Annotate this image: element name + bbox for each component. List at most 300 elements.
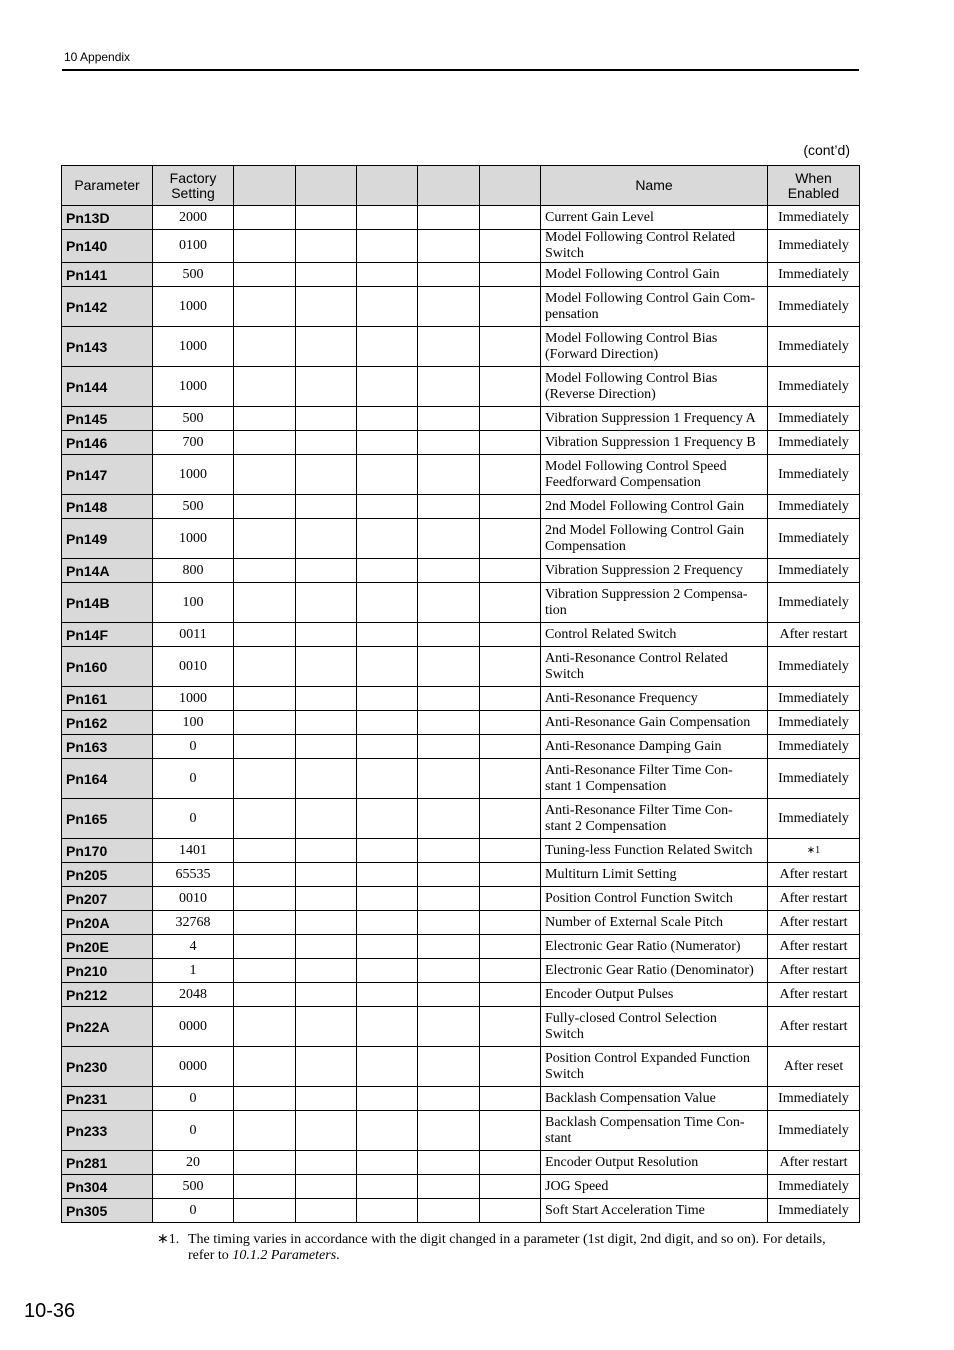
name-cell: Number of External Scale Pitch	[541, 911, 768, 935]
digit-cell-4	[418, 327, 480, 367]
digit-cell-5	[480, 759, 541, 799]
parameter-cell: Pn212	[62, 983, 153, 1007]
header-when-enabled: When Enabled	[768, 166, 860, 206]
factory-setting-cell: 0100	[153, 230, 234, 263]
digit-cell-1	[234, 735, 296, 759]
header-parameter: Parameter	[62, 166, 153, 206]
parameter-cell: Pn281	[62, 1151, 153, 1175]
digit-cell-1	[234, 935, 296, 959]
digit-cell-4	[418, 519, 480, 559]
digit-cell-5	[480, 519, 541, 559]
footnote-end: .	[336, 1248, 340, 1263]
digit-cell-1	[234, 495, 296, 519]
factory-setting-cell: 1000	[153, 519, 234, 559]
table-row	[62, 1111, 860, 1151]
digit-cell-5	[480, 887, 541, 911]
parameter-cell: Pn163	[62, 735, 153, 759]
digit-cell-3	[357, 687, 418, 711]
digit-cell-5	[480, 959, 541, 983]
digit-cell-4	[418, 367, 480, 407]
name-cell: Anti-Resonance Control Related Switch	[541, 647, 768, 687]
when-enabled-cell: After restart	[768, 887, 860, 911]
digit-cell-5	[480, 1047, 541, 1087]
digit-cell-3	[357, 735, 418, 759]
digit-cell-5	[480, 1087, 541, 1111]
name-cell: Vibration Suppression 2 Frequency	[541, 559, 768, 583]
digit-cell-3	[357, 935, 418, 959]
parameter-cell: Pn22A	[62, 1007, 153, 1047]
table-row	[62, 230, 860, 263]
factory-setting-cell: 0011	[153, 623, 234, 647]
digit-cell-4	[418, 647, 480, 687]
digit-cell-2	[296, 287, 357, 327]
digit-cell-3	[357, 711, 418, 735]
factory-setting-cell: 0	[153, 1087, 234, 1111]
digit-cell-4	[418, 1151, 480, 1175]
name-cell: Current Gain Level	[541, 206, 768, 230]
digit-cell-4	[418, 1111, 480, 1151]
name-cell: Control Related Switch	[541, 623, 768, 647]
table-row	[62, 647, 860, 687]
name-cell: Model Following Control Bias (Reverse Direction)	[541, 367, 768, 407]
digit-cell-2	[296, 799, 357, 839]
name-cell: Multiturn Limit Setting	[541, 863, 768, 887]
when-enabled-cell: Immediately	[768, 735, 860, 759]
factory-setting-cell: 500	[153, 495, 234, 519]
table-row	[62, 367, 860, 407]
digit-cell-1	[234, 583, 296, 623]
table-row	[62, 1007, 860, 1047]
digit-cell-4	[418, 206, 480, 230]
when-enabled-cell: Immediately	[768, 287, 860, 327]
factory-setting-cell: 1401	[153, 839, 234, 863]
digit-cell-3	[357, 263, 418, 287]
header-digit-2	[296, 166, 357, 206]
name-cell: Model Following Control Gain Com- pensation	[541, 287, 768, 327]
digit-cell-4	[418, 1175, 480, 1199]
digit-cell-5	[480, 911, 541, 935]
digit-cell-1	[234, 1175, 296, 1199]
table-row	[62, 759, 860, 799]
digit-cell-2	[296, 647, 357, 687]
digit-cell-5	[480, 583, 541, 623]
digit-cell-5	[480, 327, 541, 367]
digit-cell-2	[296, 1111, 357, 1151]
digit-cell-5	[480, 711, 541, 735]
digit-cell-1	[234, 911, 296, 935]
digit-cell-1	[234, 559, 296, 583]
digit-cell-3	[357, 983, 418, 1007]
digit-cell-1	[234, 647, 296, 687]
digit-cell-3	[357, 559, 418, 583]
name-cell: Model Following Control Bias (Forward Direction)	[541, 327, 768, 367]
continued-label: (cont’d)	[803, 142, 850, 158]
digit-cell-2	[296, 559, 357, 583]
digit-cell-1	[234, 230, 296, 263]
digit-cell-4	[418, 911, 480, 935]
digit-cell-3	[357, 1007, 418, 1047]
digit-cell-3	[357, 1199, 418, 1223]
factory-setting-cell: 0	[153, 759, 234, 799]
digit-cell-5	[480, 839, 541, 863]
name-cell: Anti-Resonance Filter Time Con- stant 2 Compensation	[541, 799, 768, 839]
digit-cell-3	[357, 759, 418, 799]
header-digit-1	[234, 166, 296, 206]
factory-setting-cell: 100	[153, 583, 234, 623]
table-row	[62, 407, 860, 431]
digit-cell-1	[234, 519, 296, 559]
digit-cell-1	[234, 839, 296, 863]
table-row	[62, 735, 860, 759]
digit-cell-1	[234, 367, 296, 407]
when-enabled-cell: Immediately	[768, 431, 860, 455]
parameter-cell: Pn142	[62, 287, 153, 327]
digit-cell-3	[357, 647, 418, 687]
digit-cell-3	[357, 1047, 418, 1087]
when-enabled-cell: After reset	[768, 1047, 860, 1087]
factory-setting-cell: 4	[153, 935, 234, 959]
digit-cell-3	[357, 367, 418, 407]
digit-cell-1	[234, 1199, 296, 1223]
digit-cell-1	[234, 1111, 296, 1151]
digit-cell-2	[296, 1007, 357, 1047]
when-enabled-cell: After restart	[768, 911, 860, 935]
digit-cell-1	[234, 711, 296, 735]
digit-cell-4	[418, 735, 480, 759]
factory-setting-cell: 500	[153, 1175, 234, 1199]
name-cell: Anti-Resonance Filter Time Con- stant 1 Compensation	[541, 759, 768, 799]
digit-cell-3	[357, 431, 418, 455]
when-enabled-cell: Immediately	[768, 559, 860, 583]
when-enabled-cell: Immediately	[768, 206, 860, 230]
parameter-cell: Pn233	[62, 1111, 153, 1151]
name-cell: 2nd Model Following Control Gain Compensation	[541, 519, 768, 559]
factory-setting-cell: 2000	[153, 206, 234, 230]
table-row	[62, 1087, 860, 1111]
parameter-cell: Pn147	[62, 455, 153, 495]
when-enabled-cell: After restart	[768, 863, 860, 887]
parameter-cell: Pn149	[62, 519, 153, 559]
digit-cell-3	[357, 206, 418, 230]
digit-cell-1	[234, 407, 296, 431]
factory-setting-cell: 0	[153, 735, 234, 759]
name-cell: Model Following Control Related Switch	[541, 230, 768, 263]
digit-cell-2	[296, 583, 357, 623]
table-row	[62, 495, 860, 519]
when-enabled-cell: After restart	[768, 623, 860, 647]
when-enabled-cell: Immediately	[768, 759, 860, 799]
digit-cell-5	[480, 647, 541, 687]
digit-cell-3	[357, 1087, 418, 1111]
parameter-cell: Pn20E	[62, 935, 153, 959]
digit-cell-4	[418, 687, 480, 711]
header-name: Name	[541, 166, 768, 206]
digit-cell-1	[234, 623, 296, 647]
parameter-cell: Pn231	[62, 1087, 153, 1111]
footnote-reference: 10.1.2 Parameters	[232, 1248, 337, 1263]
table-row	[62, 1175, 860, 1199]
factory-setting-cell: 0	[153, 1199, 234, 1223]
digit-cell-5	[480, 687, 541, 711]
factory-setting-cell: 700	[153, 431, 234, 455]
digit-cell-3	[357, 911, 418, 935]
name-cell: Anti-Resonance Gain Compensation	[541, 711, 768, 735]
name-cell: Electronic Gear Ratio (Numerator)	[541, 935, 768, 959]
table-row	[62, 839, 860, 863]
digit-cell-1	[234, 1047, 296, 1087]
name-cell: Soft Start Acceleration Time	[541, 1199, 768, 1223]
digit-cell-5	[480, 623, 541, 647]
digit-cell-2	[296, 863, 357, 887]
when-enabled-cell: Immediately	[768, 407, 860, 431]
table-row	[62, 583, 860, 623]
when-enabled-cell: Immediately	[768, 799, 860, 839]
name-cell: Electronic Gear Ratio (Denominator)	[541, 959, 768, 983]
digit-cell-5	[480, 735, 541, 759]
table-row	[62, 327, 860, 367]
digit-cell-2	[296, 495, 357, 519]
header-digit-4	[418, 166, 480, 206]
when-enabled-cell: ∗1	[768, 839, 860, 863]
digit-cell-3	[357, 1111, 418, 1151]
table-row	[62, 983, 860, 1007]
when-enabled-cell: After restart	[768, 1007, 860, 1047]
when-enabled-cell: Immediately	[768, 1175, 860, 1199]
factory-setting-cell: 65535	[153, 863, 234, 887]
digit-cell-4	[418, 839, 480, 863]
digit-cell-1	[234, 759, 296, 799]
digit-cell-4	[418, 583, 480, 623]
table-row	[62, 263, 860, 287]
digit-cell-3	[357, 327, 418, 367]
digit-cell-5	[480, 799, 541, 839]
parameter-cell: Pn205	[62, 863, 153, 887]
digit-cell-4	[418, 230, 480, 263]
digit-cell-1	[234, 863, 296, 887]
factory-setting-cell: 1000	[153, 367, 234, 407]
digit-cell-2	[296, 455, 357, 495]
digit-cell-3	[357, 407, 418, 431]
digit-cell-4	[418, 1199, 480, 1223]
digit-cell-2	[296, 327, 357, 367]
header-digit-3	[357, 166, 418, 206]
digit-cell-5	[480, 455, 541, 495]
name-cell: Backlash Compensation Time Con- stant	[541, 1111, 768, 1151]
parameter-cell: Pn141	[62, 263, 153, 287]
when-enabled-cell: Immediately	[768, 230, 860, 263]
when-enabled-cell: After restart	[768, 959, 860, 983]
digit-cell-1	[234, 959, 296, 983]
name-cell: Tuning-less Function Related Switch	[541, 839, 768, 863]
table-row	[62, 887, 860, 911]
parameter-cell: Pn160	[62, 647, 153, 687]
digit-cell-2	[296, 407, 357, 431]
table-row	[62, 711, 860, 735]
factory-setting-cell: 20	[153, 1151, 234, 1175]
table-row	[62, 935, 860, 959]
footnote-text	[188, 1232, 852, 1264]
digit-cell-3	[357, 455, 418, 495]
running-header: 10 Appendix	[64, 50, 131, 64]
when-enabled-cell: Immediately	[768, 647, 860, 687]
digit-cell-3	[357, 583, 418, 623]
factory-setting-cell: 100	[153, 711, 234, 735]
digit-cell-2	[296, 1087, 357, 1111]
digit-cell-5	[480, 495, 541, 519]
parameter-cell: Pn148	[62, 495, 153, 519]
digit-cell-4	[418, 263, 480, 287]
digit-cell-4	[418, 287, 480, 327]
parameter-cell: Pn170	[62, 839, 153, 863]
table-row	[62, 431, 860, 455]
parameter-cell: Pn210	[62, 959, 153, 983]
digit-cell-4	[418, 559, 480, 583]
digit-cell-4	[418, 1047, 480, 1087]
parameter-cell: Pn161	[62, 687, 153, 711]
name-cell: Vibration Suppression 1 Frequency A	[541, 407, 768, 431]
digit-cell-1	[234, 983, 296, 1007]
digit-cell-4	[418, 799, 480, 839]
factory-setting-cell: 0	[153, 799, 234, 839]
digit-cell-1	[234, 287, 296, 327]
digit-cell-3	[357, 959, 418, 983]
digit-cell-5	[480, 407, 541, 431]
name-cell: Encoder Output Resolution	[541, 1151, 768, 1175]
digit-cell-2	[296, 887, 357, 911]
digit-cell-5	[480, 1007, 541, 1047]
digit-cell-2	[296, 959, 357, 983]
digit-cell-3	[357, 799, 418, 839]
digit-cell-3	[357, 495, 418, 519]
digit-cell-5	[480, 263, 541, 287]
digit-cell-2	[296, 759, 357, 799]
digit-cell-5	[480, 367, 541, 407]
header-rule	[62, 69, 859, 71]
when-enabled-cell: Immediately	[768, 583, 860, 623]
factory-setting-cell: 2048	[153, 983, 234, 1007]
factory-setting-cell: 0	[153, 1111, 234, 1151]
digit-cell-2	[296, 431, 357, 455]
name-cell: Encoder Output Pulses	[541, 983, 768, 1007]
name-cell: Anti-Resonance Frequency	[541, 687, 768, 711]
digit-cell-3	[357, 519, 418, 559]
name-cell: Vibration Suppression 1 Frequency B	[541, 431, 768, 455]
table-row	[62, 687, 860, 711]
digit-cell-5	[480, 1151, 541, 1175]
footnote	[157, 1232, 857, 1264]
name-cell: Position Control Expanded Function Switch	[541, 1047, 768, 1087]
digit-cell-2	[296, 623, 357, 647]
factory-setting-cell: 1000	[153, 287, 234, 327]
digit-cell-3	[357, 887, 418, 911]
when-enabled-cell: Immediately	[768, 711, 860, 735]
page-number: 10-36	[24, 1300, 76, 1322]
table-row	[62, 287, 860, 327]
digit-cell-5	[480, 935, 541, 959]
digit-cell-1	[234, 799, 296, 839]
digit-cell-4	[418, 887, 480, 911]
digit-cell-3	[357, 230, 418, 263]
parameter-cell: Pn164	[62, 759, 153, 799]
digit-cell-2	[296, 263, 357, 287]
table-row	[62, 206, 860, 230]
digit-cell-4	[418, 711, 480, 735]
table-body	[62, 206, 860, 1223]
when-enabled-cell: Immediately	[768, 455, 860, 495]
digit-cell-2	[296, 735, 357, 759]
when-enabled-cell: Immediately	[768, 327, 860, 367]
digit-cell-1	[234, 263, 296, 287]
factory-setting-cell: 1000	[153, 455, 234, 495]
digit-cell-2	[296, 1047, 357, 1087]
digit-cell-4	[418, 759, 480, 799]
digit-cell-1	[234, 327, 296, 367]
header-digit-5	[480, 166, 541, 206]
digit-cell-2	[296, 519, 357, 559]
factory-setting-cell: 1	[153, 959, 234, 983]
when-enabled-cell: Immediately	[768, 1199, 860, 1223]
parameter-cell: Pn13D	[62, 206, 153, 230]
digit-cell-4	[418, 495, 480, 519]
digit-cell-2	[296, 1151, 357, 1175]
digit-cell-2	[296, 367, 357, 407]
digit-cell-2	[296, 1175, 357, 1199]
table-row	[62, 911, 860, 935]
parameter-cell: Pn165	[62, 799, 153, 839]
table-row	[62, 1151, 860, 1175]
digit-cell-1	[234, 1087, 296, 1111]
footnote-mark: ∗1.	[157, 1232, 180, 1247]
factory-setting-cell: 0000	[153, 1047, 234, 1087]
digit-cell-4	[418, 455, 480, 495]
table-row	[62, 1199, 860, 1223]
when-enabled-cell: After restart	[768, 983, 860, 1007]
digit-cell-2	[296, 935, 357, 959]
digit-cell-2	[296, 911, 357, 935]
factory-setting-cell: 1000	[153, 327, 234, 367]
parameter-cell: Pn146	[62, 431, 153, 455]
digit-cell-5	[480, 230, 541, 263]
parameter-cell: Pn14B	[62, 583, 153, 623]
parameter-cell: Pn144	[62, 367, 153, 407]
footnote-body: The timing varies in accordance with the digit changed in a parameter (1st digit, 2nd digit, and so on). For details, refer to	[188, 1232, 826, 1263]
digit-cell-3	[357, 287, 418, 327]
digit-cell-1	[234, 1007, 296, 1047]
factory-setting-cell: 1000	[153, 687, 234, 711]
table-row	[62, 559, 860, 583]
digit-cell-2	[296, 983, 357, 1007]
digit-cell-1	[234, 431, 296, 455]
parameter-cell: Pn305	[62, 1199, 153, 1223]
table-row	[62, 1047, 860, 1087]
name-cell: Model Following Control Speed Feedforward Compensation	[541, 455, 768, 495]
factory-setting-cell: 0000	[153, 1007, 234, 1047]
digit-cell-4	[418, 1087, 480, 1111]
digit-cell-4	[418, 1007, 480, 1047]
parameter-table	[61, 165, 860, 1223]
parameter-cell: Pn304	[62, 1175, 153, 1199]
parameter-cell: Pn162	[62, 711, 153, 735]
when-enabled-cell: Immediately	[768, 519, 860, 559]
name-cell: Model Following Control Gain	[541, 263, 768, 287]
digit-cell-2	[296, 206, 357, 230]
parameter-cell: Pn143	[62, 327, 153, 367]
header-factory-setting: Factory Setting	[153, 166, 234, 206]
digit-cell-4	[418, 431, 480, 455]
digit-cell-2	[296, 1199, 357, 1223]
digit-cell-4	[418, 935, 480, 959]
parameter-cell: Pn20A	[62, 911, 153, 935]
